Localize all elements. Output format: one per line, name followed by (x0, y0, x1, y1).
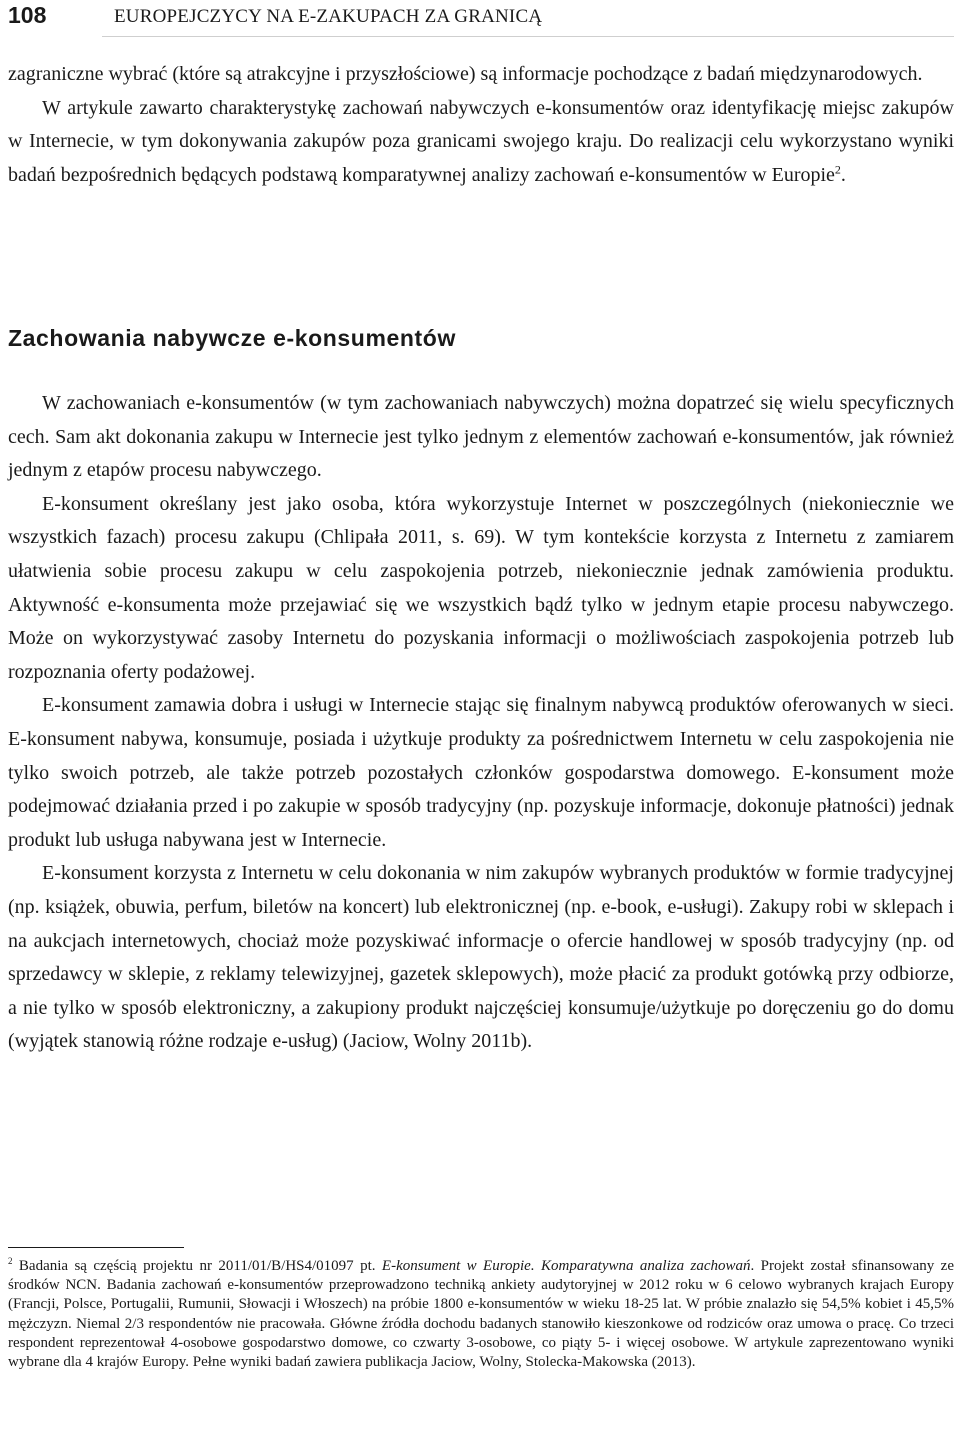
section-paragraph-2: E-konsument określany jest jako osoba, która wykorzystuje Internet w poszczególnych (niekoniecznie we wszystkich fazach) procesu zakupu (Chlipała 2011, s. 69). W tym kontekście korzysta z Internetu z zamiarem ułatwienia sobie procesu zakupu w celu zaspokojenia potrzeb, niekoniecznie jednak zamówienia produktu. Aktywność e-konsumenta może przejawiać się we wszystkich bądź tylko w jednym etapie procesu nabywczego. Może on wykorzystywać zasoby Internetu do pozyskania informacji o możliwościach zaspokojenia potrzeb lub rozpoznania oferty podażowej. (8, 492, 954, 683)
intro-paragraph-2-end: . (840, 163, 846, 186)
section-paragraph-4: E-konsument korzysta z Internetu w celu dokonania w nim zakupów wybranych produktów w formie tradycyjnej (np. książek, obuwia, perfum, biletów na koncert) lub elektronicznej (np. e-book, e-usługi). Zakupy robi w sklepach i na aukcjach internetowych, chociaż może pozyskiwać informacje o ofercie handlowej w sposób tradycyjny (np. od sprzedawcy w sklepie, z reklamy telewizyjnej, gazetek sklepowych), może płacić za produkt gotówką przy odbiorze, a nie tylko w sposób elektroniczny, a zakupiony produkt najczęściej konsumuje/użytkuje po doręczeniu go do domu (wyjątek stanowią różne rodzaje e-usług) (Jaciow, Wolny 2011b). (8, 862, 954, 1053)
footnote-text-b: . Projekt został sfinansowany ze środków NCN. Badania zachowań e-konsumentów przeprowadzono techniką ankiety audytoryjnej w 2012 roku w 6 celowo wybranych krajach Europy (Francji, Polsce, Portugalii, Rumunii, Słowacji i Włoszech) na próbie 1800 e-konsumentów w wieku 18-25 lat. W próbie znalazło się 54,5% kobiet i 45,5% mężczyzn. Niemal 2/3 respondentów nie pracowała. Główne źródła dochodu badanych stanowiło kieszonkowe od rodziców oraz umowa o pracę. Co trzeci respondent reprezentował 4-osobowe gospodarstwo domowe, co czwarty 3-osobowe, co piąty 5- i więcej osobowe. W artykule zaprezentowano wyniki wybrane dla 4 krajów Europy. Pełne wyniki badań zawiera publikacja Jaciow, Wolny, Stolecka-Makowska (2013). (8, 1258, 954, 1371)
intro-paragraph-2-text: W artykule zawarto charakterystykę zachowań nabywczych e-konsumentów oraz identyfikację miejsc zakupów w Internecie, w tym dokonywania zakupów poza granicami swojego kraju. Do realizacji celu wykorzystano wyniki badań bezpośrednich będących podstawą komparatywnej analizy zachowań e-konsumentów w Europie (8, 96, 954, 186)
footnote-text-a: Badania są częścią projektu nr 2011/01/B/HS4/01097 pt. (12, 1258, 382, 1274)
running-title: EUROPEJCZYCY NA E-ZAKUPACH ZA GRANICĄ (114, 6, 543, 27)
section-paragraph-3: E-konsument zamawia dobra i usługi w Internecie stając się finalnym nabywcą produktów oferowanych w sieci. E-konsument nabywa, konsumuje, posiada i użytkuje produkty za pośrednictwem Internetu w celu zaspokojenia nie tylko swoich potrzeb, ale także potrzeb pozostałych członków gospodarstwa domowego. E-konsument może podejmować działania przed i po zakupie w sposób tradycyjny (np. pozyskuje informacje, dokonuje płatności) jednak produkt lub usługa nabywana jest w Internecie. (8, 694, 954, 851)
page-header (8, 0, 954, 42)
intro-paragraph-2 (8, 92, 954, 193)
footnote-project-title: E-konsument w Europie. Komparatywna analiza zachowań (381, 1258, 751, 1274)
footnote-number: 2 (8, 1256, 13, 1266)
footnote-reference: 2 (834, 162, 841, 177)
footnote-rule (8, 1247, 184, 1248)
header-rule (102, 36, 954, 37)
section-paragraph-1: W zachowaniach e-konsumentów (w tym zachowaniach nabywczych) można dopatrzeć się wielu specyficznych cech. Sam akt dokonania zakupu w Internecie jest tylko jednym z elementów zachowań e-konsumentów, jak również jednym z etapów procesu nabywczego. (8, 392, 954, 482)
intro-text (8, 58, 954, 192)
section-heading: Zachowania nabywcze e-konsumentów (8, 325, 456, 351)
footnote (8, 1257, 954, 1372)
intro-paragraph-1: zagraniczne wybrać (które są atrakcyjne i przyszłościowe) są informacje pochodzące z badań międzynarodowych. (8, 63, 923, 85)
footnote-paragraph (8, 1257, 954, 1372)
page-number: 108 (8, 2, 47, 28)
section-text (8, 387, 954, 1059)
